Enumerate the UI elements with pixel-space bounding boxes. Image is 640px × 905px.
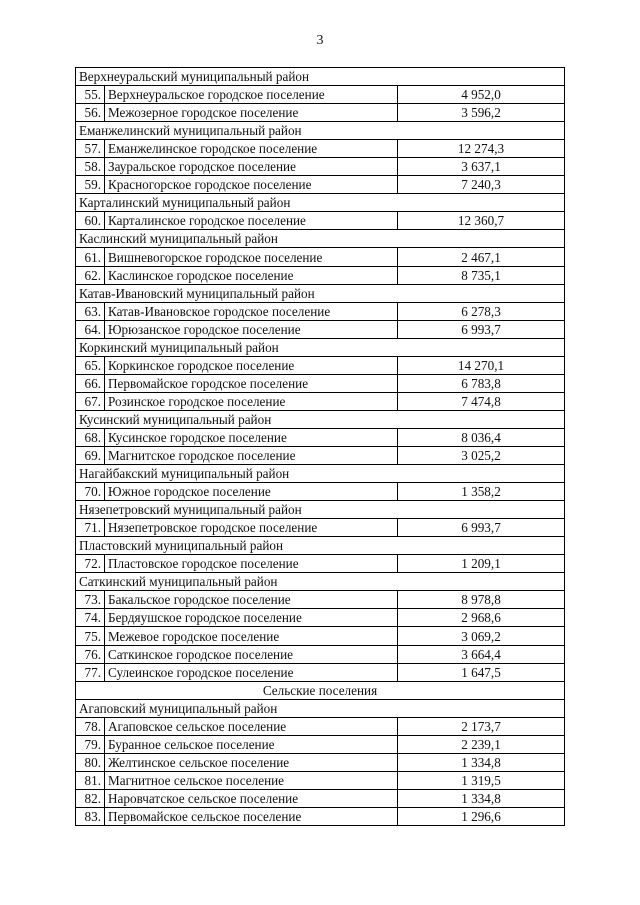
district-title: Верхнеуральский муниципальный район [76, 68, 565, 86]
row-number: 59. [76, 176, 105, 194]
settlement-name: Саткинское городское поселение [105, 645, 398, 663]
settlement-name: Желтинское сельское поселение [105, 753, 398, 771]
row-number: 64. [76, 320, 105, 338]
table-row [76, 446, 565, 464]
district-title: Каслинский муниципальный район [76, 230, 565, 248]
table-row [76, 645, 565, 663]
settlement-value: 2 239,1 [398, 735, 565, 753]
row-number: 81. [76, 771, 105, 789]
settlement-value: 6 783,8 [398, 374, 565, 392]
table-body [76, 68, 565, 826]
row-number: 82. [76, 789, 105, 807]
settlement-value: 3 664,4 [398, 645, 565, 663]
settlement-name: Катав-Ивановское городское поселение [105, 302, 398, 320]
row-number: 72. [76, 555, 105, 573]
row-number: 60. [76, 212, 105, 230]
district-header-row [76, 410, 565, 428]
table-row [76, 771, 565, 789]
table-row [76, 248, 565, 266]
settlement-value: 14 270,1 [398, 356, 565, 374]
table-row [76, 753, 565, 771]
district-header-row [76, 122, 565, 140]
row-number: 74. [76, 609, 105, 627]
settlement-name: Кусинское городское поселение [105, 428, 398, 446]
settlement-value: 7 474,8 [398, 392, 565, 410]
table-row [76, 663, 565, 681]
table-row [76, 302, 565, 320]
settlement-name: Магнитное сельское поселение [105, 771, 398, 789]
row-number: 79. [76, 735, 105, 753]
settlement-name: Каслинское городское поселение [105, 266, 398, 284]
district-header-row [76, 501, 565, 519]
settlement-name: Магнитское городское поселение [105, 446, 398, 464]
settlement-value: 1 647,5 [398, 663, 565, 681]
row-number: 67. [76, 392, 105, 410]
settlement-name: Коркинское городское поселение [105, 356, 398, 374]
table-row [76, 807, 565, 825]
settlement-value: 1 334,8 [398, 789, 565, 807]
settlement-name: Сулеинское городское поселение [105, 663, 398, 681]
district-title: Еманжелинский муниципальный район [76, 122, 565, 140]
settlement-value: 8 735,1 [398, 266, 565, 284]
district-header-row [76, 699, 565, 717]
settlement-value: 4 952,0 [398, 86, 565, 104]
settlement-name: Буранное сельское поселение [105, 735, 398, 753]
table-row [76, 735, 565, 753]
row-number: 66. [76, 374, 105, 392]
district-title: Саткинский муниципальный район [76, 573, 565, 591]
table-row [76, 140, 565, 158]
settlement-name: Пластовское городское поселение [105, 555, 398, 573]
settlement-value: 12 360,7 [398, 212, 565, 230]
settlement-value: 2 173,7 [398, 717, 565, 735]
settlement-value: 1 334,8 [398, 753, 565, 771]
district-title: Нязепетровский муниципальный район [76, 501, 565, 519]
settlement-name: Розинское городское поселение [105, 392, 398, 410]
settlement-value: 1 209,1 [398, 555, 565, 573]
settlement-name: Наровчатское сельское поселение [105, 789, 398, 807]
row-number: 65. [76, 356, 105, 374]
settlement-value: 3 637,1 [398, 158, 565, 176]
table-row [76, 212, 565, 230]
settlement-name: Нязепетровское городское поселение [105, 519, 398, 537]
settlement-name: Межозерное городское поселение [105, 104, 398, 122]
settlement-name: Первомайское городское поселение [105, 374, 398, 392]
district-header-row [76, 284, 565, 302]
settlement-value: 3 069,2 [398, 627, 565, 645]
settlement-value: 6 278,3 [398, 302, 565, 320]
settlement-value: 7 240,3 [398, 176, 565, 194]
settlements-table [75, 67, 565, 826]
row-number: 63. [76, 302, 105, 320]
row-number: 61. [76, 248, 105, 266]
district-header-row [76, 338, 565, 356]
table-row [76, 483, 565, 501]
settlement-name: Вишневогорское городское поселение [105, 248, 398, 266]
row-number: 69. [76, 446, 105, 464]
table-row [76, 176, 565, 194]
section-title: Сельские поселения [76, 681, 565, 699]
settlement-name: Красногорское городское поселение [105, 176, 398, 194]
table-row [76, 627, 565, 645]
table-row [76, 158, 565, 176]
table-row [76, 356, 565, 374]
table-row [76, 591, 565, 609]
district-header-row [76, 230, 565, 248]
row-number: 62. [76, 266, 105, 284]
settlement-name: Межевое городское поселение [105, 627, 398, 645]
table-row [76, 320, 565, 338]
district-header-row [76, 465, 565, 483]
table-row [76, 789, 565, 807]
settlement-value: 6 993,7 [398, 320, 565, 338]
row-number: 80. [76, 753, 105, 771]
row-number: 75. [76, 627, 105, 645]
row-number: 57. [76, 140, 105, 158]
settlement-value: 12 274,3 [398, 140, 565, 158]
settlement-name: Еманжелинское городское поселение [105, 140, 398, 158]
district-title: Коркинский муниципальный район [76, 338, 565, 356]
settlement-name: Южное городское поселение [105, 483, 398, 501]
row-number: 73. [76, 591, 105, 609]
table-row [76, 519, 565, 537]
settlement-name: Юрюзанское городское поселение [105, 320, 398, 338]
page-number: 3 [316, 33, 324, 48]
section-header-row [76, 681, 565, 699]
settlement-value: 2 467,1 [398, 248, 565, 266]
row-number: 56. [76, 104, 105, 122]
settlement-value: 2 968,6 [398, 609, 565, 627]
settlement-name: Первомайское сельское поселение [105, 807, 398, 825]
settlement-value: 3 025,2 [398, 446, 565, 464]
table-row [76, 428, 565, 446]
table-row [76, 104, 565, 122]
row-number: 83. [76, 807, 105, 825]
district-title: Нагайбакский муниципальный район [76, 465, 565, 483]
settlement-value: 8 978,8 [398, 591, 565, 609]
settlement-name: Карталинское городское поселение [105, 212, 398, 230]
settlement-name: Агаповское сельское поселение [105, 717, 398, 735]
district-header-row [76, 194, 565, 212]
table-row [76, 374, 565, 392]
district-title: Карталинский муниципальный район [76, 194, 565, 212]
settlement-value: 1 358,2 [398, 483, 565, 501]
district-header-row [76, 537, 565, 555]
district-header-row [76, 68, 565, 86]
table-row [76, 555, 565, 573]
settlement-name: Верхнеуральское городское поселение [105, 86, 398, 104]
settlement-value: 1 296,6 [398, 807, 565, 825]
row-number: 71. [76, 519, 105, 537]
table-row [76, 609, 565, 627]
settlement-value: 6 993,7 [398, 519, 565, 537]
table-row [76, 86, 565, 104]
settlement-value: 1 319,5 [398, 771, 565, 789]
settlement-name: Бакальское городское поселение [105, 591, 398, 609]
district-title: Агаповский муниципальный район [76, 699, 565, 717]
row-number: 76. [76, 645, 105, 663]
row-number: 58. [76, 158, 105, 176]
table-row [76, 717, 565, 735]
row-number: 68. [76, 428, 105, 446]
district-title: Катав-Ивановский муниципальный район [76, 284, 565, 302]
settlement-value: 3 596,2 [398, 104, 565, 122]
settlement-value: 8 036,4 [398, 428, 565, 446]
row-number: 77. [76, 663, 105, 681]
settlement-name: Бердяушское городское поселение [105, 609, 398, 627]
row-number: 55. [76, 86, 105, 104]
table-row [76, 392, 565, 410]
district-title: Пластовский муниципальный район [76, 537, 565, 555]
settlement-name: Зауральское городское поселение [105, 158, 398, 176]
table-row [76, 266, 565, 284]
district-title: Кусинский муниципальный район [76, 410, 565, 428]
row-number: 70. [76, 483, 105, 501]
district-header-row [76, 573, 565, 591]
row-number: 78. [76, 717, 105, 735]
